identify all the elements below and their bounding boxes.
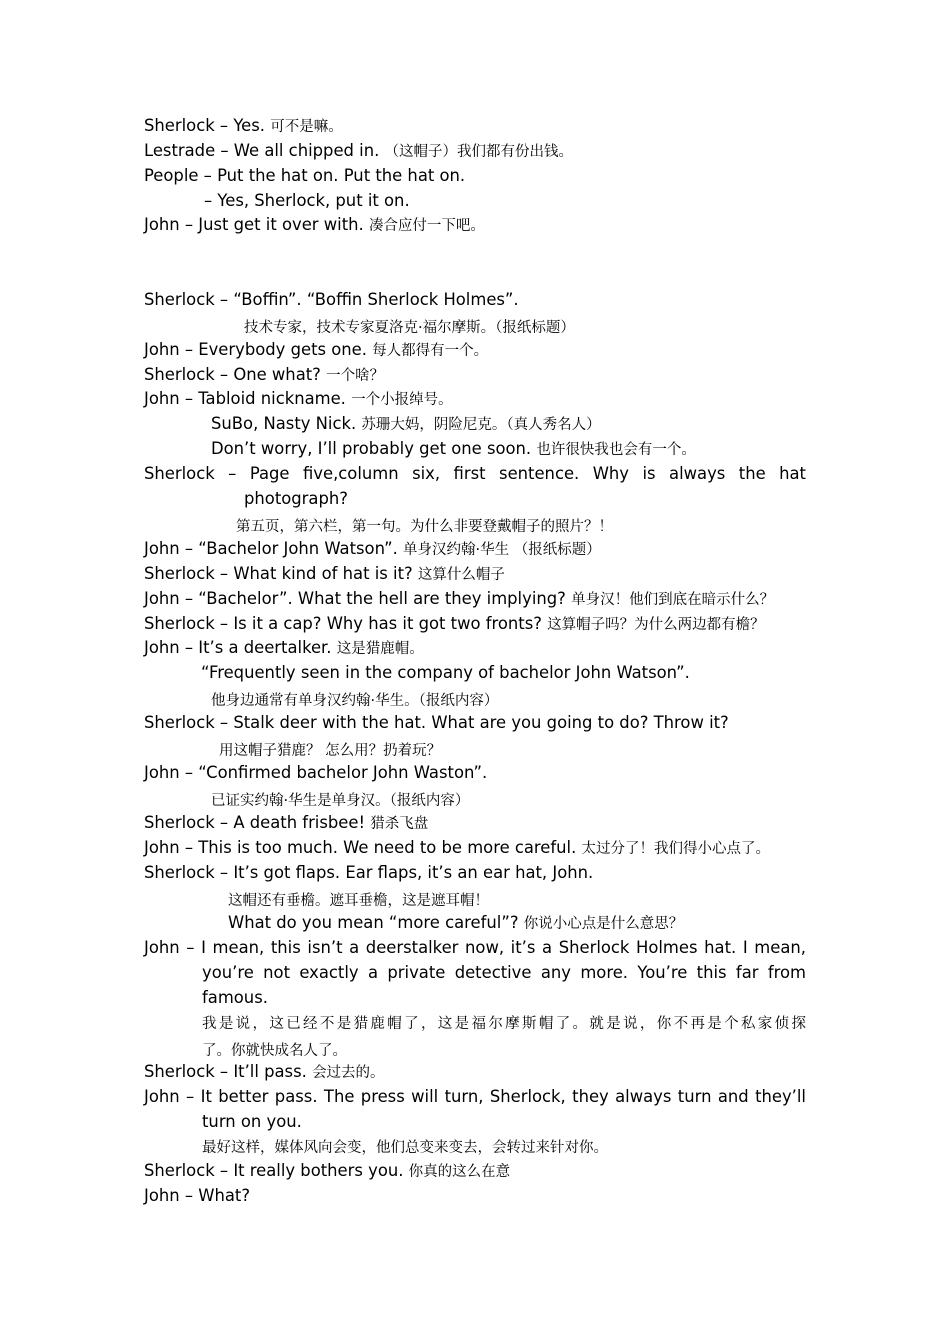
dialogue-line: John – It better pass. The press will turn, Sherlock, they always turn and they’ll (144, 1087, 806, 1106)
dialogue-line: “Frequently seen in the company of bachelor John Watson”. (201, 663, 690, 682)
translation-line: 这帽还有垂檐。遮耳垂檐，这是遮耳帽！ (228, 893, 489, 909)
dialogue-line: Sherlock – What kind of hat is it? 这算什么帽子 (144, 564, 505, 583)
translation-line: 第五页，第六栏，第一句。为什么非要登戴帽子的照片？！ (236, 519, 613, 535)
dialogue-line: John – Everybody gets one. 每人都得有一个。 (144, 340, 489, 359)
dialogue-line: you’re not exactly a private detective any more. You’re this far from (202, 963, 806, 982)
dialogue-line: Sherlock – It’ll pass. 会过去的。 (144, 1062, 385, 1081)
dialogue-line: John – “Bachelor John Watson”. 单身汉约翰·华生 （报纸标题） (144, 539, 601, 558)
translation-line: 已证实约翰·华生是单身汉。（报纸内容） (211, 793, 470, 809)
dialogue-line: John – What? (144, 1186, 251, 1205)
dialogue-line: John – I mean, this isn’t a deerstalker now, it’s a Sherlock Holmes hat. I mean, (144, 938, 806, 957)
dialogue-line: John – This is too much. We need to be more careful. 太过分了！我们得小心点了。 (144, 838, 771, 857)
dialogue-line: photograph? (244, 489, 348, 508)
dialogue-line: SuBo, Nasty Nick. 苏珊大妈，阴险尼克。（真人秀名人） (211, 414, 601, 433)
dialogue-line: Don’t worry, I’ll probably get one soon. 也许很快我也会有一个。 (211, 439, 696, 458)
dialogue-line: Sherlock – A death frisbee! 猎杀飞盘 (144, 813, 429, 832)
dialogue-line: John – Just get it over with. 凑合应付一下吧。 (144, 215, 485, 234)
translation-line: 技术专家，技术专家夏洛克·福尔摩斯。（报纸标题） (244, 320, 575, 336)
dialogue-line: People – Put the hat on. Put the hat on. (144, 166, 466, 185)
dialogue-line: Sherlock – “Boffin”. “Boffin Sherlock Holmes”. (144, 290, 519, 309)
dialogue-line: John – It’s a deertalker. 这是猎鹿帽。 (144, 638, 424, 657)
dialogue-line: Sherlock – It really bothers you. 你真的这么在意 (144, 1161, 511, 1180)
dialogue-line: Sherlock – It’s got flaps. Ear flaps, it’s an ear hat, John. (144, 863, 594, 882)
translation-line: 用这帽子猎鹿？ 怎么用？扔着玩？ (219, 743, 442, 759)
dialogue-line: John – “Bachelor”. What the hell are they implying? 单身汉！他们到底在暗示什么？ (144, 589, 775, 608)
dialogue-line: Sherlock – Page five,column six, first sentence. Why is always the hat (144, 464, 806, 483)
dialogue-line: Sherlock – Is it a cap? Why has it got two fronts? 这算帽子吗？为什么两边都有檐？ (144, 614, 765, 633)
dialogue-line: turn on you. (202, 1112, 302, 1131)
translation-line: 最好这样，媒体风向会变，他们总变来变去，会转过来针对你。 (202, 1140, 608, 1156)
dialogue-line: What do you mean “more careful”? 你说小心点是什么意思？ (228, 913, 684, 932)
translation-line: 我是说，这已经不是猎鹿帽了，这是福尔摩斯帽了。就是说，你不再是个私家侦探 (202, 1016, 806, 1032)
dialogue-line: Lestrade – We all chipped in. （这帽子）我们都有份出钱。 (144, 141, 574, 160)
dialogue-line: John – “Confirmed bachelor John Waston”. (144, 763, 488, 782)
translation-line: 了。你就快成名人了。 (202, 1043, 347, 1059)
dialogue-line: Sherlock – One what? 一个啥？ (144, 365, 385, 384)
dialogue-line: Sherlock – Yes. 可不是嘛。 (144, 116, 343, 135)
dialogue-line: famous. (202, 988, 268, 1007)
dialogue-line: – Yes, Sherlock, put it on. (204, 191, 410, 210)
translation-line: 他身边通常有单身汉约翰·华生。（报纸内容） (211, 693, 499, 709)
dialogue-line: John – Tabloid nickname. 一个小报绰号。 (144, 389, 453, 408)
dialogue-line: Sherlock – Stalk deer with the hat. What are you going to do? Throw it? (144, 713, 729, 732)
